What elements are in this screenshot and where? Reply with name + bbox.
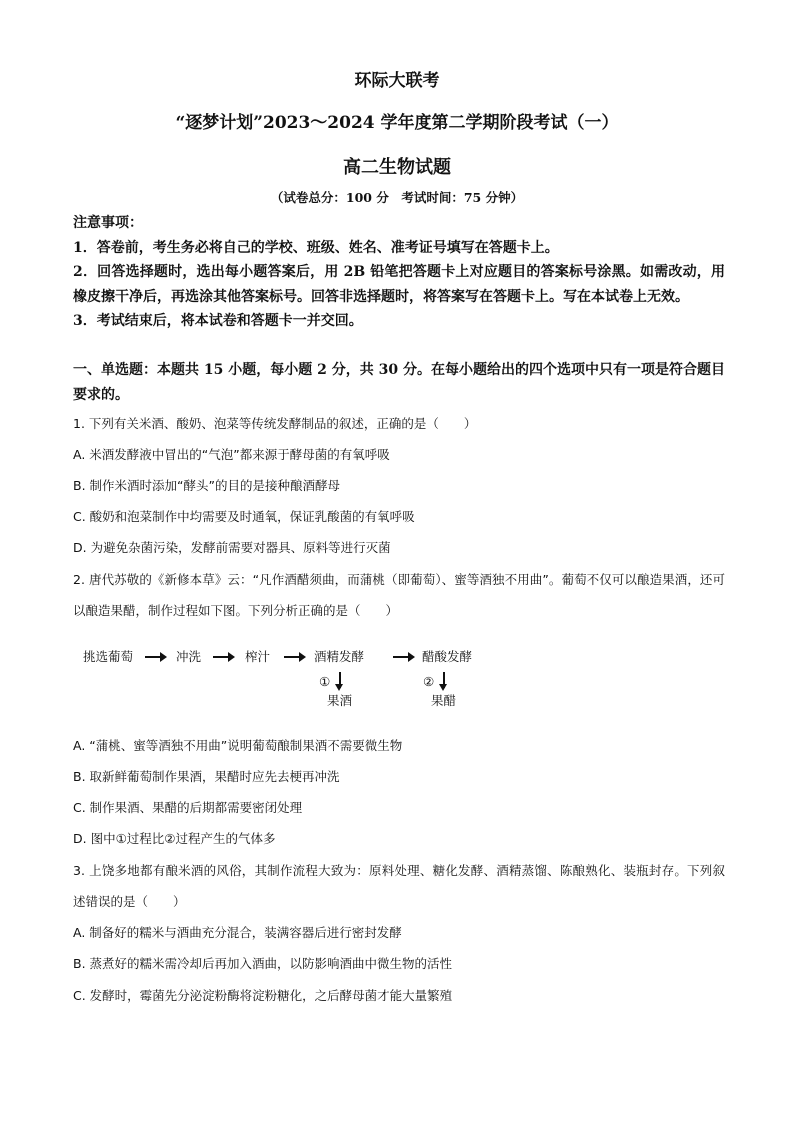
flow-branch-2-mark: ② [423, 674, 435, 689]
flow-product-fruit-wine: 果酒 [327, 693, 353, 708]
organization-title: 环际大联考 [354, 71, 440, 91]
flow-arrow-1 [145, 656, 165, 658]
flow-down-arrow-1 [339, 672, 341, 688]
question-1-option-d: D. 为避免杂菌污染，发酵前需要对器具、原料等进行灭菌 [73, 540, 391, 555]
notice-title: 注意事项： [73, 215, 143, 231]
flow-step-alcohol-fermentation: 酒精发酵 [314, 649, 365, 664]
question-2-option-b: B. 取新鲜葡萄制作果酒，果醋时应先去梗再冲洗 [73, 769, 340, 784]
question-1-option-a: A. 米酒发酵液中冒出的“气泡”都来源于酵母菌的有氧呼吸 [73, 447, 390, 462]
notice-block [73, 211, 725, 334]
section-heading: 一、单选题：本题共 15 小题，每小题 2 分，共 30 分。在每小题给出的四个选项中只有一项是符合题目要求的。 [73, 362, 725, 403]
flow-branch-1-mark: ① [319, 674, 331, 689]
question-3-option-a: A. 制备好的糯米与酒曲充分混合，装满容器后进行密封发酵 [73, 925, 402, 940]
flow-step-acetic-fermentation: 醋酸发酵 [422, 649, 473, 664]
notice-item-2: 2．回答选择题时，选出每小题答案后，用 2B 铅笔把答题卡上对应题目的答案标号涂黑。如需改动，用橡皮擦干净后，再选涂其他答案标号。回答非选择题时，将答案写在答题卡上。写在本试卷上无效。 [73, 264, 725, 305]
question-2-option-d: D. 图中①过程比②过程产生的气体多 [73, 831, 276, 846]
flow-product-fruit-vinegar: 果醋 [431, 693, 457, 708]
question-2-option-c: C. 制作果酒、果醋的后期都需要密闭处理 [73, 800, 303, 815]
question-3-option-c: C. 发酵时，霉菌先分泌淀粉酶将淀粉糖化，之后酵母菌才能大量繁殖 [73, 988, 453, 1003]
flow-step-rinse: 冲洗 [176, 649, 202, 664]
question-3-stem: 3. 上饶多地都有酿米酒的风俗，其制作流程大致为：原料处理、糖化发酵、酒精蒸馏、陈酿熟化、装瓶封存。下列叙述错误的是（ ） [73, 863, 725, 909]
subject-title: 高二生物试题 [343, 157, 451, 178]
flow-step-juice: 榨汁 [245, 649, 271, 664]
notice-item-3: 3．考试结束后，将本试卷和答题卡一并交回。 [73, 313, 363, 330]
notice-item-1: 1．答卷前，考生务必将自己的学校、班级、姓名、准考证号填写在答题卡上。 [73, 239, 559, 256]
flow-arrow-3 [284, 656, 304, 658]
question-1-option-c: C. 酸奶和泡菜制作中均需要及时通氧，保证乳酸菌的有氧呼吸 [73, 509, 415, 524]
question-3-option-b: B. 蒸煮好的糯米需冷却后再加入酒曲，以防影响酒曲中微生物的活性 [73, 956, 453, 971]
exam-meta: （试卷总分：100 分 考试时间：75 分钟） [270, 190, 524, 205]
flow-step-select-grapes: 挑选葡萄 [83, 649, 134, 664]
question-1-stem: 1. 下列有关米酒、酸奶、泡菜等传统发酵制品的叙述，正确的是（ ） [73, 416, 477, 431]
flow-down-arrow-2 [443, 672, 445, 688]
flow-arrow-2 [213, 656, 233, 658]
question-2-stem: 2. 唐代苏敬的《新修本草》云：“凡作酒醋须曲，而蒲桃（即葡萄）、蜜等酒独不用曲”。葡萄不仅可以酿造果酒，还可以酿造果醋，制作过程如下图。下列分析正确的是（ ） [73, 572, 725, 618]
flow-arrow-4 [393, 656, 413, 658]
question-2-option-a: A. “蒲桃、蜜等酒独不用曲”说明葡萄酿制果酒不需要微生物 [73, 738, 403, 753]
question-1-option-b: B. 制作米酒时添加“酵头”的目的是接种酿酒酵母 [73, 478, 340, 493]
exam-title: “逐梦计划”2023～2024 学年度第二学期阶段考试（一） [175, 113, 619, 133]
